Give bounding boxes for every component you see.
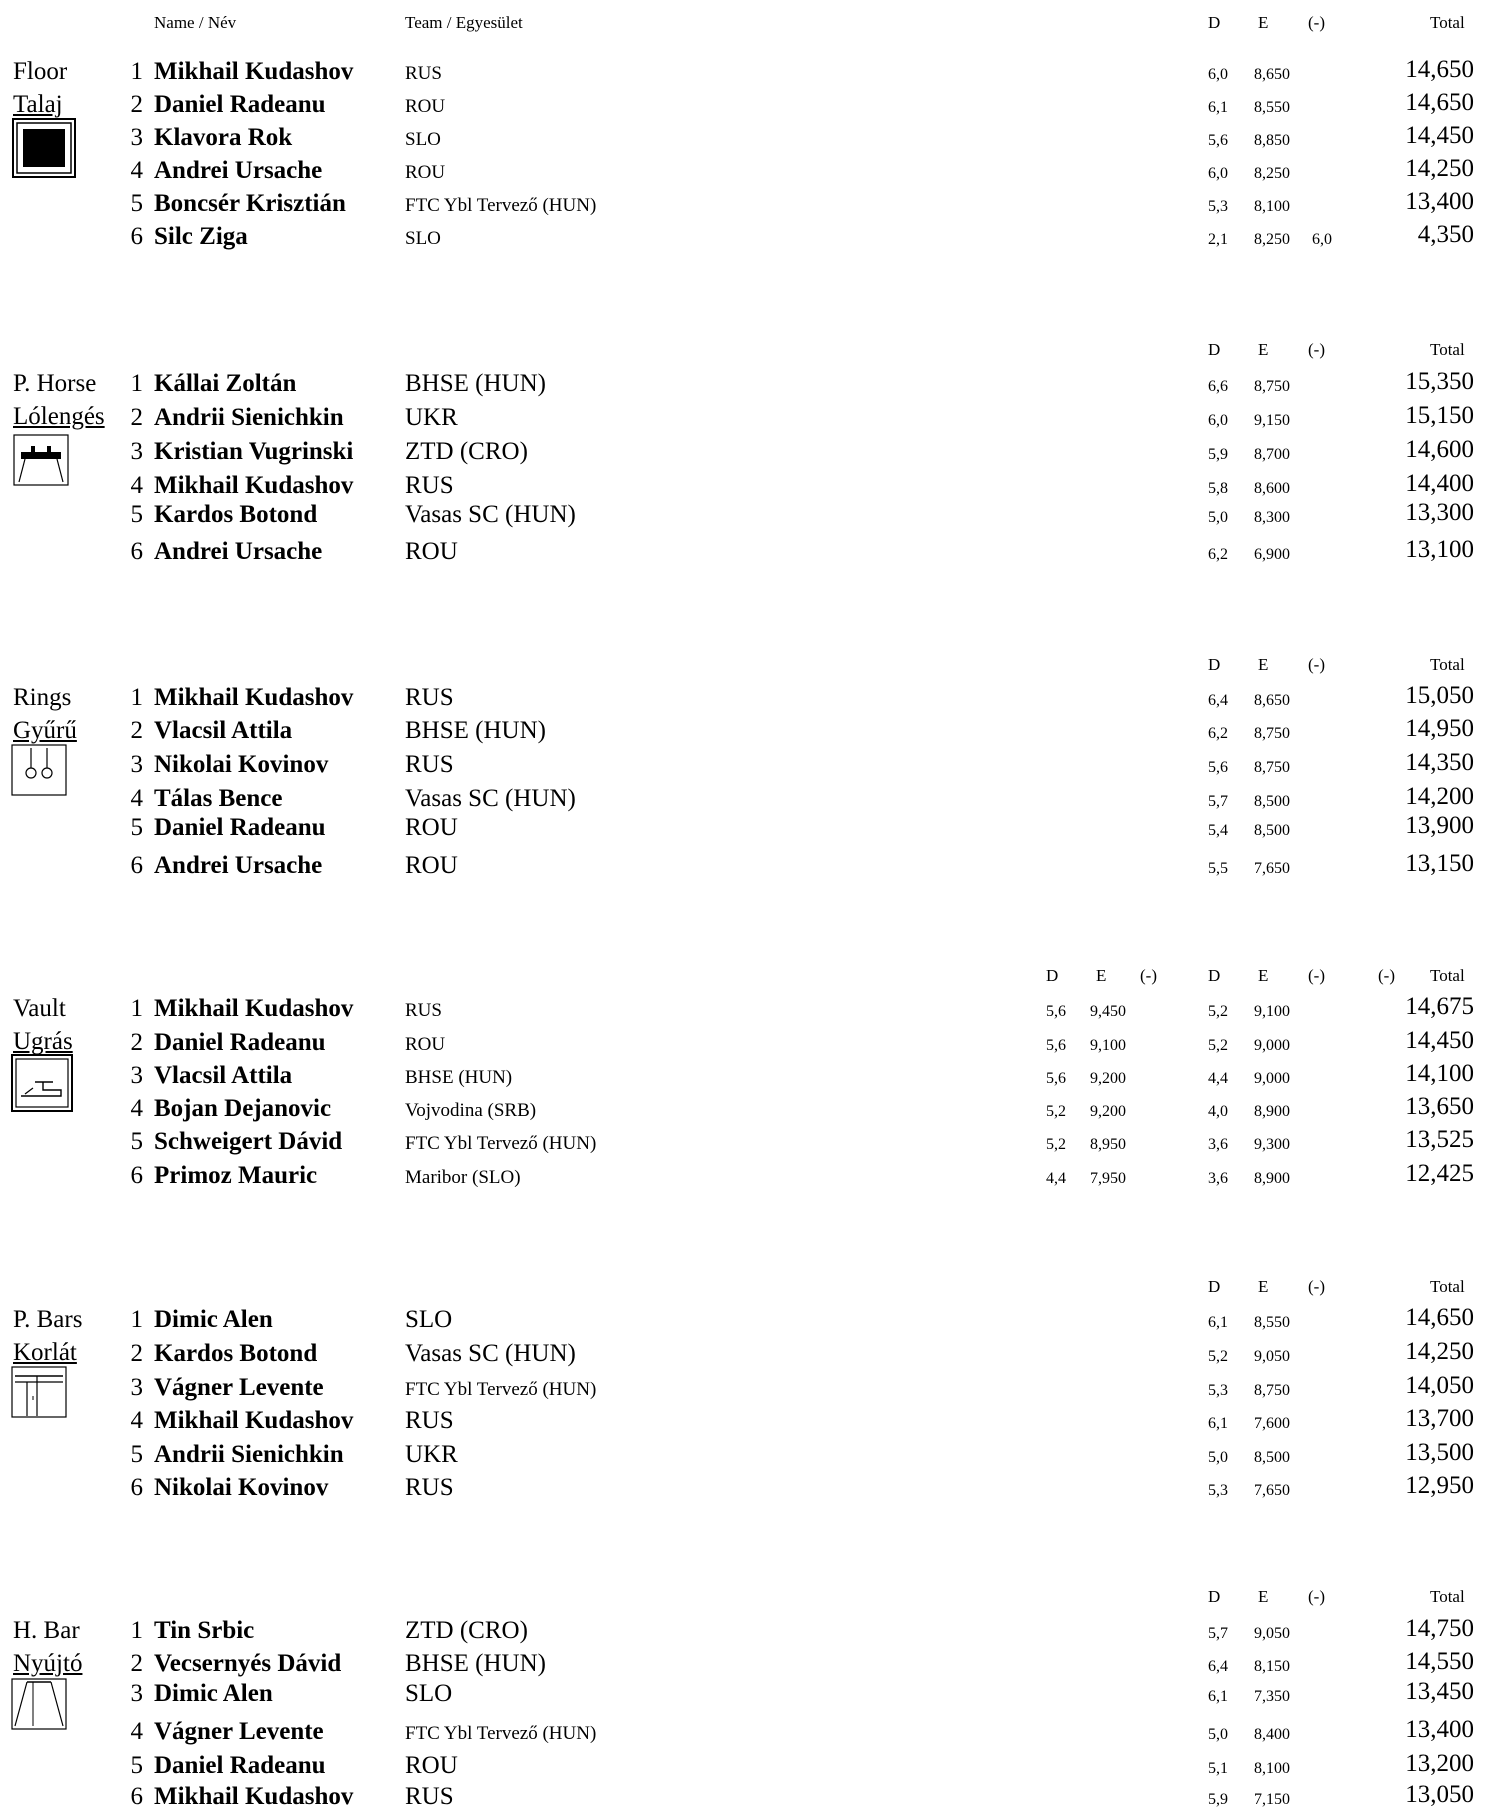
rank-number: 6 [130,223,143,250]
e-score: 8,100 [1254,1760,1290,1777]
rank-number: 3 [130,1374,143,1401]
total-column-header: Total [1430,966,1465,985]
athlete-name: Daniel Radeanu [154,1752,326,1779]
athlete-name: Vlacsil Attila [154,717,293,744]
total-column-header: Total [1430,13,1465,32]
e-score: 8,900 [1254,1170,1290,1187]
total-score: 14,400 [1405,470,1474,497]
rank-number: 5 [130,501,143,528]
athlete-name: Kardos Botond [154,1340,318,1367]
total-score: 14,100 [1405,1060,1474,1087]
athlete-name: Andrei Ursache [154,852,323,879]
d-score: 5,7 [1208,793,1228,810]
team-name: SLO [405,1680,453,1707]
d-score: 2,1 [1208,231,1228,248]
athlete-name: Mikhail Kudashov [154,1407,354,1434]
d-score: 5,0 [1208,509,1228,526]
total-score: 14,050 [1405,1372,1474,1399]
parallel-bars-icon [11,1366,67,1418]
e-score: 9,050 [1254,1625,1290,1642]
rank-number: 5 [130,1441,143,1468]
apparatus-name-hu: Lólengés [13,403,105,430]
vault1-e-score: 8,950 [1090,1136,1126,1153]
vault1-d-score: 5,6 [1046,1003,1066,1020]
athlete-name: Daniel Radeanu [154,814,326,841]
rank-number: 3 [130,124,143,151]
name-column-header: Name / Név [154,13,237,32]
athlete-name: Vecsernyés Dávid [154,1650,342,1677]
e-score: 8,650 [1254,66,1290,83]
apparatus-name-en: P. Horse [13,370,97,397]
d-column-header: D [1208,1587,1221,1606]
athlete-name: Vlacsil Attila [154,1062,293,1089]
total-score: 14,600 [1405,436,1474,463]
total-column-header: Total [1430,655,1465,674]
apparatus-name-en: Floor [13,58,68,85]
team-name: ROU [405,162,446,183]
team-name: SLO [405,129,441,150]
team-name: Vasas SC (HUN) [405,785,576,812]
rank-number: 5 [130,1128,143,1155]
e-column-header: E [1258,1277,1269,1296]
e-score: 9,000 [1254,1037,1290,1054]
d-score: 5,9 [1208,1791,1228,1808]
team-name: Vojvodina (SRB) [405,1100,537,1121]
apparatus-name-hu: Korlát [13,1339,77,1366]
d-score: 6,1 [1208,99,1228,116]
team-name: BHSE (HUN) [405,1650,546,1677]
vault1-d-column-header: D [1046,966,1059,985]
total-score: 14,750 [1405,1615,1474,1642]
apparatus-name-en: Vault [13,995,66,1022]
team-name: ZTD (CRO) [405,1617,528,1644]
penalty-column-header: (-) [1308,340,1325,359]
e-score: 7,350 [1254,1688,1290,1705]
rank-number: 4 [130,1095,143,1122]
total-score: 13,500 [1405,1439,1474,1466]
rank-number: 2 [130,717,143,744]
athlete-name: Mikhail Kudashov [154,1783,354,1810]
rank-number: 1 [130,1617,143,1644]
e-score: 8,500 [1254,1449,1290,1466]
e-score: 8,100 [1254,198,1290,215]
total-score: 15,350 [1405,368,1474,395]
e-score: 9,150 [1254,412,1290,429]
rank-number: 6 [130,1474,143,1501]
e-score: 8,400 [1254,1726,1290,1743]
e-score: 8,750 [1254,725,1290,742]
d-score: 5,3 [1208,1482,1228,1499]
d-score: 5,2 [1208,1003,1228,1020]
team-name: FTC Ybl Tervező (HUN) [405,1723,597,1744]
e-score: 9,050 [1254,1348,1290,1365]
e-score: 6,900 [1254,546,1290,563]
athlete-name: Kardos Botond [154,501,318,528]
d-score: 5,3 [1208,198,1228,215]
total-score: 12,950 [1405,1472,1474,1499]
team-name: UKR [405,404,458,431]
e-score: 7,600 [1254,1415,1290,1432]
team-name: RUS [405,1000,442,1021]
e-score: 7,650 [1254,1482,1290,1499]
total-score: 13,450 [1405,1678,1474,1705]
vault1-d-score: 5,2 [1046,1103,1066,1120]
rank-number: 5 [130,190,143,217]
apparatus-name-en: P. Bars [13,1306,83,1333]
e-score: 8,500 [1254,793,1290,810]
d-score: 6,2 [1208,546,1228,563]
total-score: 13,650 [1405,1093,1474,1120]
e-score: 8,600 [1254,480,1290,497]
athlete-name: Kristian Vugrinski [154,438,354,465]
athlete-name: Daniel Radeanu [154,1029,326,1056]
e-score: 8,850 [1254,132,1290,149]
rank-number: 3 [130,438,143,465]
rank-number: 1 [130,1306,143,1333]
vault-icon [11,1054,73,1112]
d-score: 6,0 [1208,165,1228,182]
d-score: 5,6 [1208,132,1228,149]
e-score: 8,700 [1254,446,1290,463]
d-score: 5,4 [1208,822,1228,839]
d-score: 5,0 [1208,1449,1228,1466]
apparatus-name-hu: Talaj [13,91,63,118]
athlete-name: Bojan Dejanovic [154,1095,332,1122]
e-column-header: E [1258,655,1269,674]
rank-number: 1 [130,995,143,1022]
rank-number: 3 [130,1062,143,1089]
e-score: 8,750 [1254,1382,1290,1399]
e-score: 7,150 [1254,1791,1290,1808]
total-score: 13,150 [1405,850,1474,877]
team-name: BHSE (HUN) [405,370,546,397]
athlete-name: Klavora Rok [154,124,293,151]
d-score: 3,6 [1208,1136,1228,1153]
d-column-header: D [1208,13,1221,32]
athlete-name: Mikhail Kudashov [154,472,354,499]
e-score: 8,150 [1254,1658,1290,1675]
total-score: 12,425 [1405,1160,1474,1187]
d-score: 6,0 [1208,66,1228,83]
rank-number: 4 [130,1718,143,1745]
athlete-name: Schweigert Dávid [154,1128,343,1155]
vault1-e-score: 9,100 [1090,1037,1126,1054]
rank-number: 5 [130,814,143,841]
rank-number: 4 [130,785,143,812]
floor-icon [12,118,76,178]
total-score: 13,200 [1405,1750,1474,1777]
total-score: 14,650 [1405,89,1474,116]
e-score: 9,300 [1254,1136,1290,1153]
total-score: 14,950 [1405,715,1474,742]
athlete-name: Dimic Alen [154,1680,273,1707]
e-score: 8,650 [1254,692,1290,709]
vault-penalty-column-header: (-) [1378,966,1395,985]
total-score: 13,300 [1405,499,1474,526]
team-name: RUS [405,63,442,84]
athlete-name: Dimic Alen [154,1306,273,1333]
team-name: RUS [405,684,454,711]
rank-number: 5 [130,1752,143,1779]
athlete-name: Nikolai Kovinov [154,1474,329,1501]
d-score: 3,6 [1208,1170,1228,1187]
e-column-header: E [1258,1587,1269,1606]
total-score: 15,150 [1405,402,1474,429]
d-score: 6,0 [1208,412,1228,429]
d-score: 5,5 [1208,860,1228,877]
e-score: 8,900 [1254,1103,1290,1120]
e-score: 8,750 [1254,759,1290,776]
penalty-column-header: (-) [1308,13,1325,32]
total-score: 14,350 [1405,749,1474,776]
team-name: UKR [405,1441,458,1468]
vault1-d-score: 5,6 [1046,1037,1066,1054]
d-score: 6,1 [1208,1314,1228,1331]
athlete-name: Nikolai Kovinov [154,751,329,778]
d-score: 6,4 [1208,692,1228,709]
apparatus-name-en: H. Bar [13,1617,80,1644]
rank-number: 2 [130,1029,143,1056]
d-score: 5,9 [1208,446,1228,463]
d-score: 4,4 [1208,1070,1228,1087]
rank-number: 2 [130,91,143,118]
team-name: RUS [405,1474,454,1501]
apparatus-name-en: Rings [13,684,72,711]
d-column-header: D [1208,966,1221,985]
team-name: SLO [405,1306,453,1333]
total-score: 14,675 [1405,993,1474,1020]
total-score: 14,250 [1405,1338,1474,1365]
team-column-header: Team / Egyesület [405,13,523,32]
d-column-header: D [1208,1277,1221,1296]
rank-number: 4 [130,157,143,184]
e-score: 8,250 [1254,231,1290,248]
athlete-name: Primoz Mauric [154,1162,318,1189]
vault1-d-score: 4,4 [1046,1170,1066,1187]
total-score: 13,700 [1405,1405,1474,1432]
d-score: 5,0 [1208,1726,1228,1743]
rank-number: 2 [130,1340,143,1367]
d-score: 5,8 [1208,480,1228,497]
team-name: FTC Ybl Tervező (HUN) [405,1133,597,1154]
d-column-header: D [1208,340,1221,359]
d-score: 6,1 [1208,1415,1228,1432]
team-name: ROU [405,538,458,565]
athlete-name: Mikhail Kudashov [154,995,354,1022]
total-score: 13,100 [1405,536,1474,563]
vault1-e-column-header: E [1096,966,1107,985]
penalty-column-header: (-) [1308,1587,1325,1606]
total-score: 4,350 [1417,221,1474,248]
total-column-header: Total [1430,340,1465,359]
e-score: 7,650 [1254,860,1290,877]
vault1-e-score: 9,200 [1090,1070,1126,1087]
d-score: 5,2 [1208,1037,1228,1054]
athlete-name: Daniel Radeanu [154,91,326,118]
athlete-name: Andrei Ursache [154,157,323,184]
vault1-penalty-column-header: (-) [1140,966,1157,985]
pommel-horse-icon [13,434,69,486]
apparatus-name-hu: Nyújtó [13,1650,83,1677]
penalty-column-header: (-) [1308,1277,1325,1296]
d-score: 5,3 [1208,1382,1228,1399]
athlete-name: Tálas Bence [154,785,283,812]
vault1-d-score: 5,6 [1046,1070,1066,1087]
team-name: ROU [405,96,446,117]
team-name: SLO [405,228,441,249]
athlete-name: Silc Ziga [154,223,248,250]
athlete-name: Andrii Sienichkin [154,404,344,431]
total-score: 14,650 [1405,56,1474,83]
e-score: 8,550 [1254,1314,1290,1331]
e-score: 8,300 [1254,509,1290,526]
rank-number: 3 [130,1680,143,1707]
team-name: RUS [405,1407,454,1434]
rank-number: 4 [130,1407,143,1434]
team-name: RUS [405,751,454,778]
rank-number: 6 [130,538,143,565]
total-column-header: Total [1430,1277,1465,1296]
team-name: ROU [405,1034,446,1055]
e-score: 8,550 [1254,99,1290,116]
vault1-e-score: 9,450 [1090,1003,1126,1020]
team-name: FTC Ybl Tervező (HUN) [405,1379,597,1400]
total-score: 13,900 [1405,812,1474,839]
high-bar-icon [11,1678,67,1730]
total-score: 13,400 [1405,1716,1474,1743]
d-score: 6,2 [1208,725,1228,742]
rank-number: 6 [130,1162,143,1189]
athlete-name: Mikhail Kudashov [154,58,354,85]
team-name: FTC Ybl Tervező (HUN) [405,195,597,216]
d-score: 5,6 [1208,759,1228,776]
penalty-column-header: (-) [1308,966,1325,985]
team-name: ROU [405,814,458,841]
athlete-name: Mikhail Kudashov [154,684,354,711]
rank-number: 1 [130,370,143,397]
d-score: 6,4 [1208,1658,1228,1675]
e-score: 8,750 [1254,378,1290,395]
team-name: ROU [405,1752,458,1779]
d-score: 6,1 [1208,1688,1228,1705]
d-score: 6,6 [1208,378,1228,395]
total-score: 14,450 [1405,122,1474,149]
vault1-e-score: 7,950 [1090,1170,1126,1187]
team-name: RUS [405,1783,454,1810]
rank-number: 2 [130,1650,143,1677]
athlete-name: Vágner Levente [154,1374,324,1401]
team-name: BHSE (HUN) [405,717,546,744]
total-column-header: Total [1430,1587,1465,1606]
total-score: 13,400 [1405,188,1474,215]
apparatus-name-hu: Gyűrű [13,717,77,744]
team-name: ZTD (CRO) [405,438,528,465]
e-column-header: E [1258,13,1269,32]
d-score: 5,7 [1208,1625,1228,1642]
e-score: 9,100 [1254,1003,1290,1020]
d-score: 5,1 [1208,1760,1228,1777]
total-score: 14,200 [1405,783,1474,810]
e-column-header: E [1258,966,1269,985]
vault1-e-score: 9,200 [1090,1103,1126,1120]
rank-number: 4 [130,472,143,499]
athlete-name: Andrei Ursache [154,538,323,565]
d-score: 5,2 [1208,1348,1228,1365]
total-score: 13,525 [1405,1126,1474,1153]
total-score: 15,050 [1405,682,1474,709]
rank-number: 1 [130,684,143,711]
d-column-header: D [1208,655,1221,674]
rank-number: 6 [130,852,143,879]
athlete-name: Andrii Sienichkin [154,1441,344,1468]
e-column-header: E [1258,340,1269,359]
e-score: 8,500 [1254,822,1290,839]
rank-number: 6 [130,1783,143,1810]
e-score: 8,250 [1254,165,1290,182]
athlete-name: Vágner Levente [154,1718,324,1745]
vault1-d-score: 5,2 [1046,1136,1066,1153]
total-score: 14,550 [1405,1648,1474,1675]
team-name: ROU [405,852,458,879]
athlete-name: Boncsér Krisztián [154,190,346,217]
total-score: 14,650 [1405,1304,1474,1331]
athlete-name: Kállai Zoltán [154,370,297,397]
penalty-score: 6,0 [1312,231,1332,248]
rank-number: 2 [130,404,143,431]
team-name: RUS [405,472,454,499]
total-score: 14,450 [1405,1027,1474,1054]
apparatus-name-hu: Ugrás [13,1028,73,1055]
team-name: BHSE (HUN) [405,1067,513,1088]
team-name: Vasas SC (HUN) [405,1340,576,1367]
d-score: 4,0 [1208,1103,1228,1120]
team-name: Maribor (SLO) [405,1167,521,1188]
rank-number: 1 [130,58,143,85]
team-name: Vasas SC (HUN) [405,501,576,528]
total-score: 14,250 [1405,155,1474,182]
athlete-name: Tin Srbic [154,1617,255,1644]
rings-icon [11,744,67,796]
e-score: 9,000 [1254,1070,1290,1087]
total-score: 13,050 [1405,1781,1474,1808]
rank-number: 3 [130,751,143,778]
penalty-column-header: (-) [1308,655,1325,674]
